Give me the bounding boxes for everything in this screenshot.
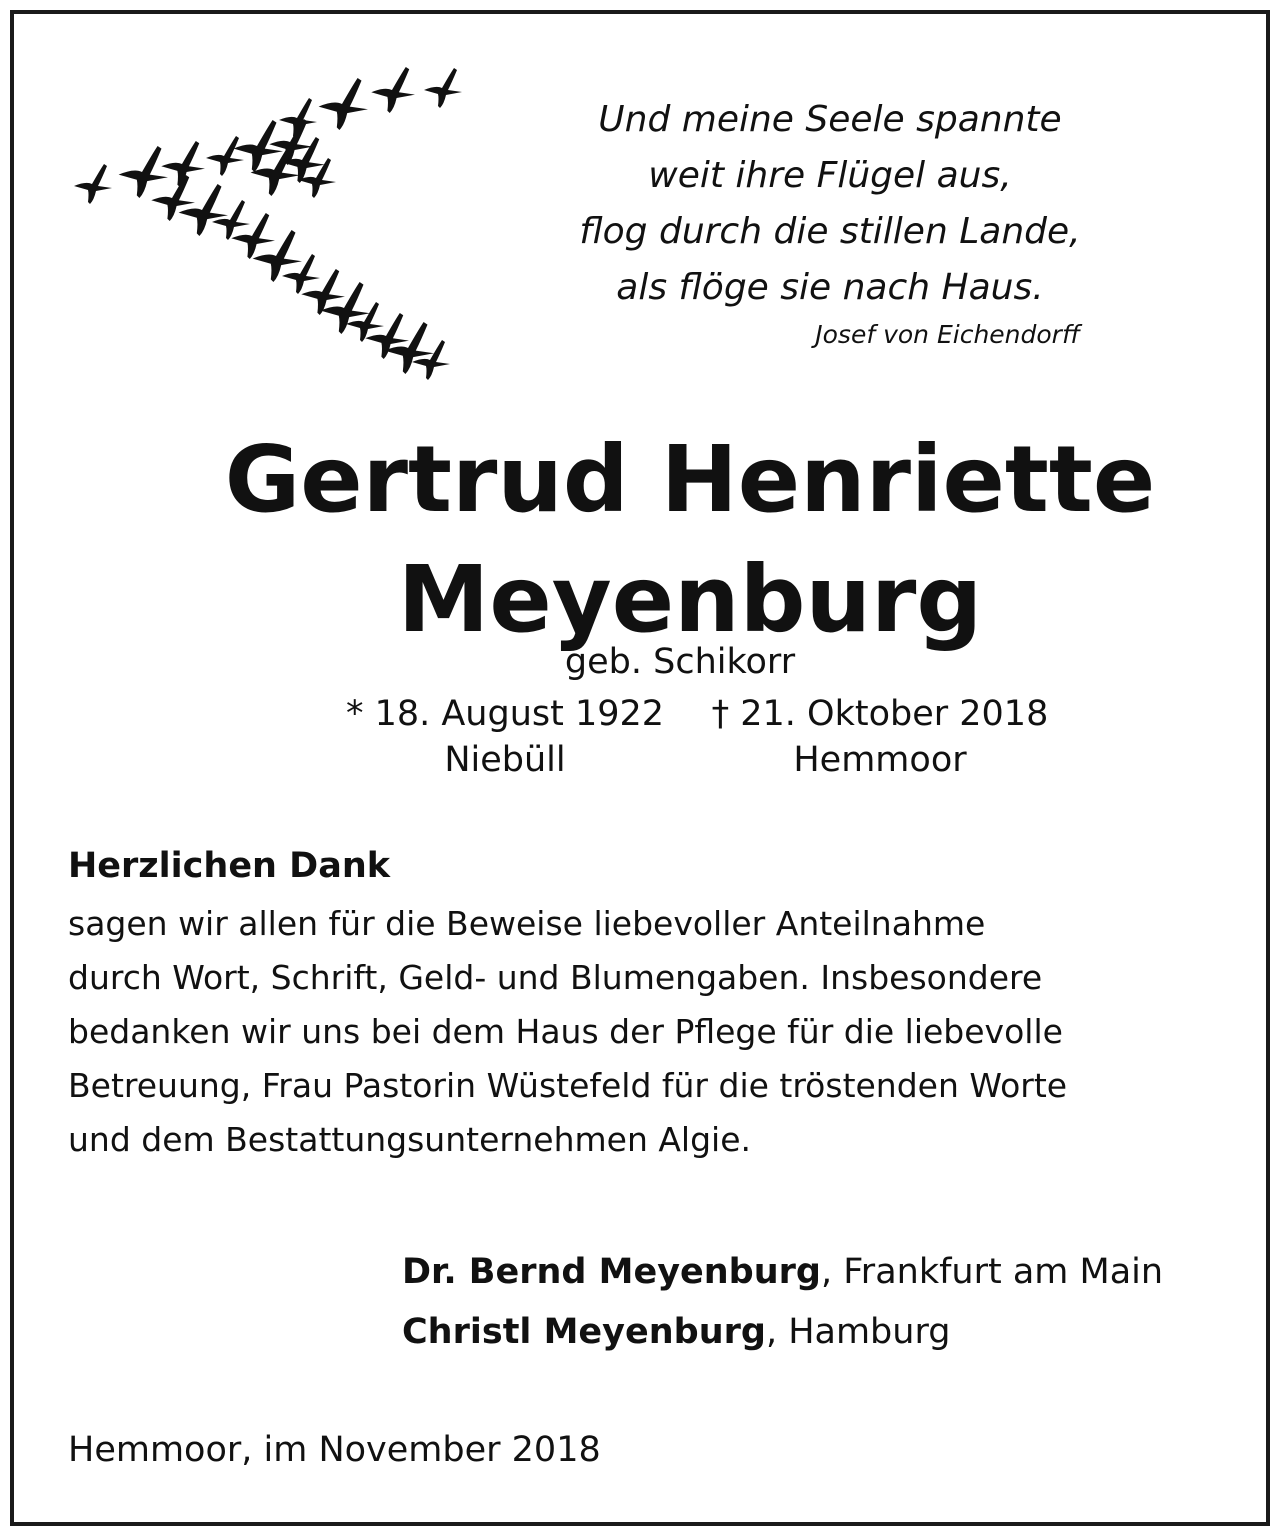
bird-icon — [119, 146, 168, 198]
bird-icon — [371, 67, 415, 113]
signer — [402, 1242, 1163, 1302]
bird-icon — [424, 68, 462, 108]
signer-place: , Frankfurt am Main — [820, 1252, 1164, 1292]
signer-place: , Hamburg — [765, 1312, 951, 1352]
bird-icon — [231, 213, 275, 259]
flying-birds-icon — [52, 60, 482, 390]
bird-icon — [206, 136, 244, 176]
birth-date: * 18. August 1922 — [345, 694, 665, 734]
birth-place: Niebüll — [444, 740, 566, 780]
poem-line: Und meine Seele spannte — [598, 99, 1062, 140]
bird-icon — [179, 184, 228, 236]
poem-line: flog durch die stillen Lande, — [579, 211, 1081, 252]
poem-author: Josef von Eichendorff — [815, 320, 1080, 349]
thanks-heading: Herzlichen Dank — [68, 846, 391, 886]
signer — [402, 1302, 1163, 1362]
thanks-line: sagen wir allen für die Beweise liebevoller Anteilnahme — [68, 904, 986, 943]
bird-icon — [319, 78, 368, 130]
poem-line: als flöge sie nach Haus. — [616, 267, 1044, 308]
bird-icon — [212, 200, 250, 240]
signer-name: Christl Meyenburg — [402, 1312, 766, 1352]
poem-line: weit ihre Flügel aus, — [648, 155, 1012, 196]
signers — [402, 1242, 1163, 1362]
bird-icon — [74, 164, 112, 204]
poem — [520, 92, 1140, 316]
thanks-line: Betreuung, Frau Pastorin Wüstefeld für die tröstenden Worte — [68, 1066, 1068, 1105]
deceased-name-line: Meyenburg — [397, 546, 983, 653]
signer-name: Dr. Bernd Meyenburg — [402, 1252, 821, 1292]
thanks-line: und dem Bestattungsunternehmen Algie. — [68, 1120, 751, 1159]
closing-line: Hemmoor, im November 2018 — [68, 1430, 601, 1470]
thanks-line: durch Wort, Schrift, Geld- und Blumengaben. Insbesondere — [68, 958, 1043, 997]
death-place: Hemmoor — [793, 740, 967, 780]
death-date: † 21. Oktober 2018 — [711, 694, 1049, 734]
deceased-name-line: Gertrud Henriette — [224, 426, 1156, 533]
thanks-line: bedanken wir uns bei dem Haus der Pflege für die liebevolle — [68, 1012, 1063, 1051]
thanks-text — [68, 897, 1228, 1167]
deceased-name — [140, 420, 1240, 660]
maiden-name: geb. Schikorr — [564, 642, 796, 682]
